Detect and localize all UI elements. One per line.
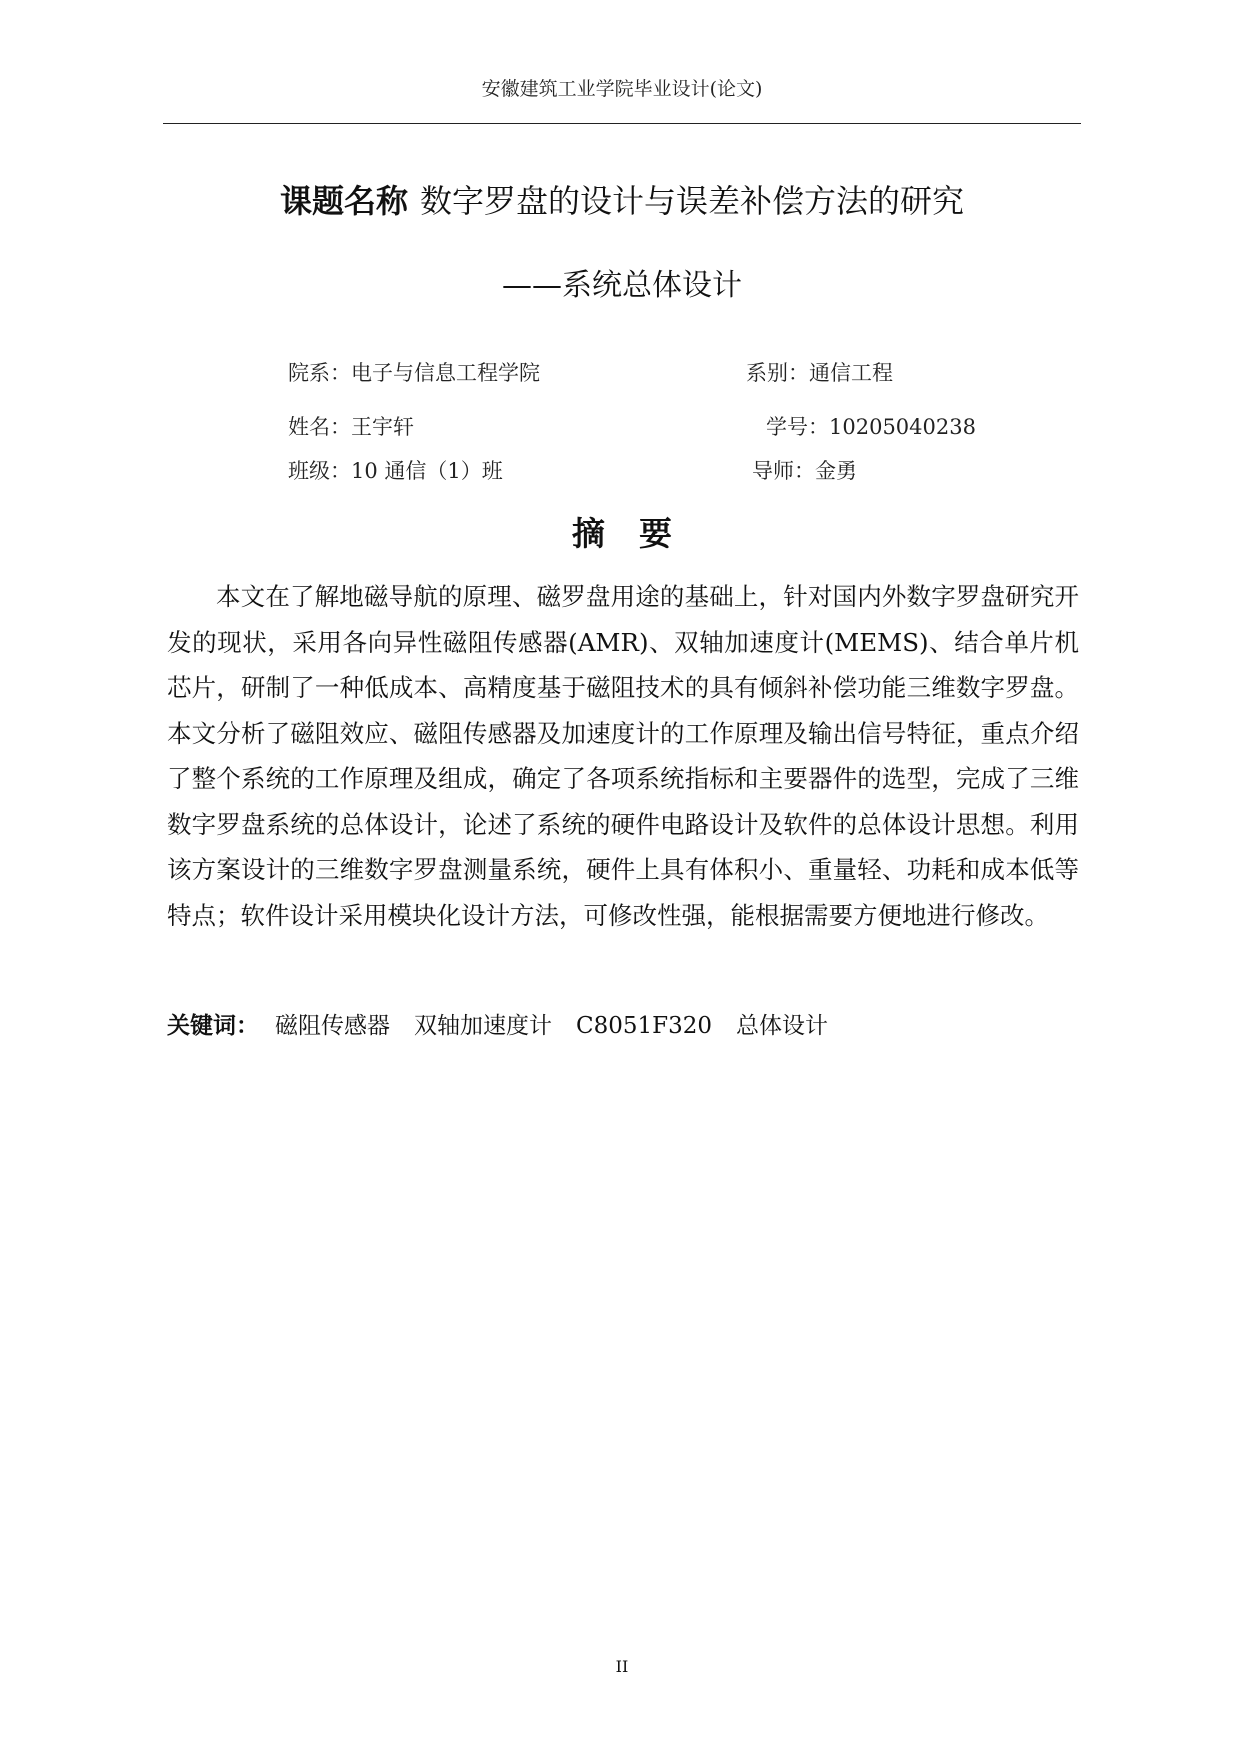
info-name: 姓名：王宇轩 <box>288 415 414 439</box>
header-rule <box>163 123 1081 124</box>
keyword-item: C8051F320 <box>576 1013 712 1039</box>
keywords-label: 关键词： <box>167 1013 259 1039</box>
title-text: 数字罗盘的设计与误差补偿方法的研究 <box>420 182 965 220</box>
abstract-body: 本文在了解地磁导航的原理、磁罗盘用途的基础上，针对国内外数字罗盘研究开发的现状，采用各向异性磁阻传感器(AMR)、双轴加速度计(MEMS)、结合单片机芯片，研制了一种低成本、高精度基于磁阻技术的具有倾斜补偿功能三维数字罗盘。本文分析了磁阻效应、磁阻传感器及加速度计的工作原理及输出信号特征，重点介绍了整个系统的工作原理及组成，确定了各项系统指标和主要器件的选型，完成了三维数字罗盘系统的总体设计，论述了系统的硬件电路设计及软件的总体设计思想。利用该方案设计的三维数字罗盘测量系统，硬件上具有体积小、重量轻、功耗和成本低等特点；软件设计采用模块化设计方法，可修改性强，能根据需要方便地进行修改。 <box>167 582 1079 930</box>
running-header: 安徽建筑工业学院毕业设计(论文) <box>481 78 763 100</box>
thesis-title <box>163 176 1081 222</box>
thesis-subtitle: ——系统总体设计 <box>502 268 742 303</box>
keyword-item: 双轴加速度计 <box>414 1013 552 1039</box>
info-student-id: 学号：10205040238 <box>766 415 976 439</box>
info-department: 院系：电子与信息工程学院 <box>288 361 540 385</box>
info-class: 班级：10 通信（1）班 <box>288 459 503 483</box>
keywords-line <box>167 1007 852 1040</box>
keyword-item: 总体设计 <box>736 1013 828 1039</box>
title-label: 课题名称 <box>279 182 408 220</box>
info-advisor: 导师：金勇 <box>752 459 857 483</box>
keyword-item: 磁阻传感器 <box>275 1013 390 1039</box>
abstract-heading: 摘要 <box>572 514 706 553</box>
info-major: 系别：通信工程 <box>746 361 893 385</box>
page-number: II <box>615 1657 629 1676</box>
